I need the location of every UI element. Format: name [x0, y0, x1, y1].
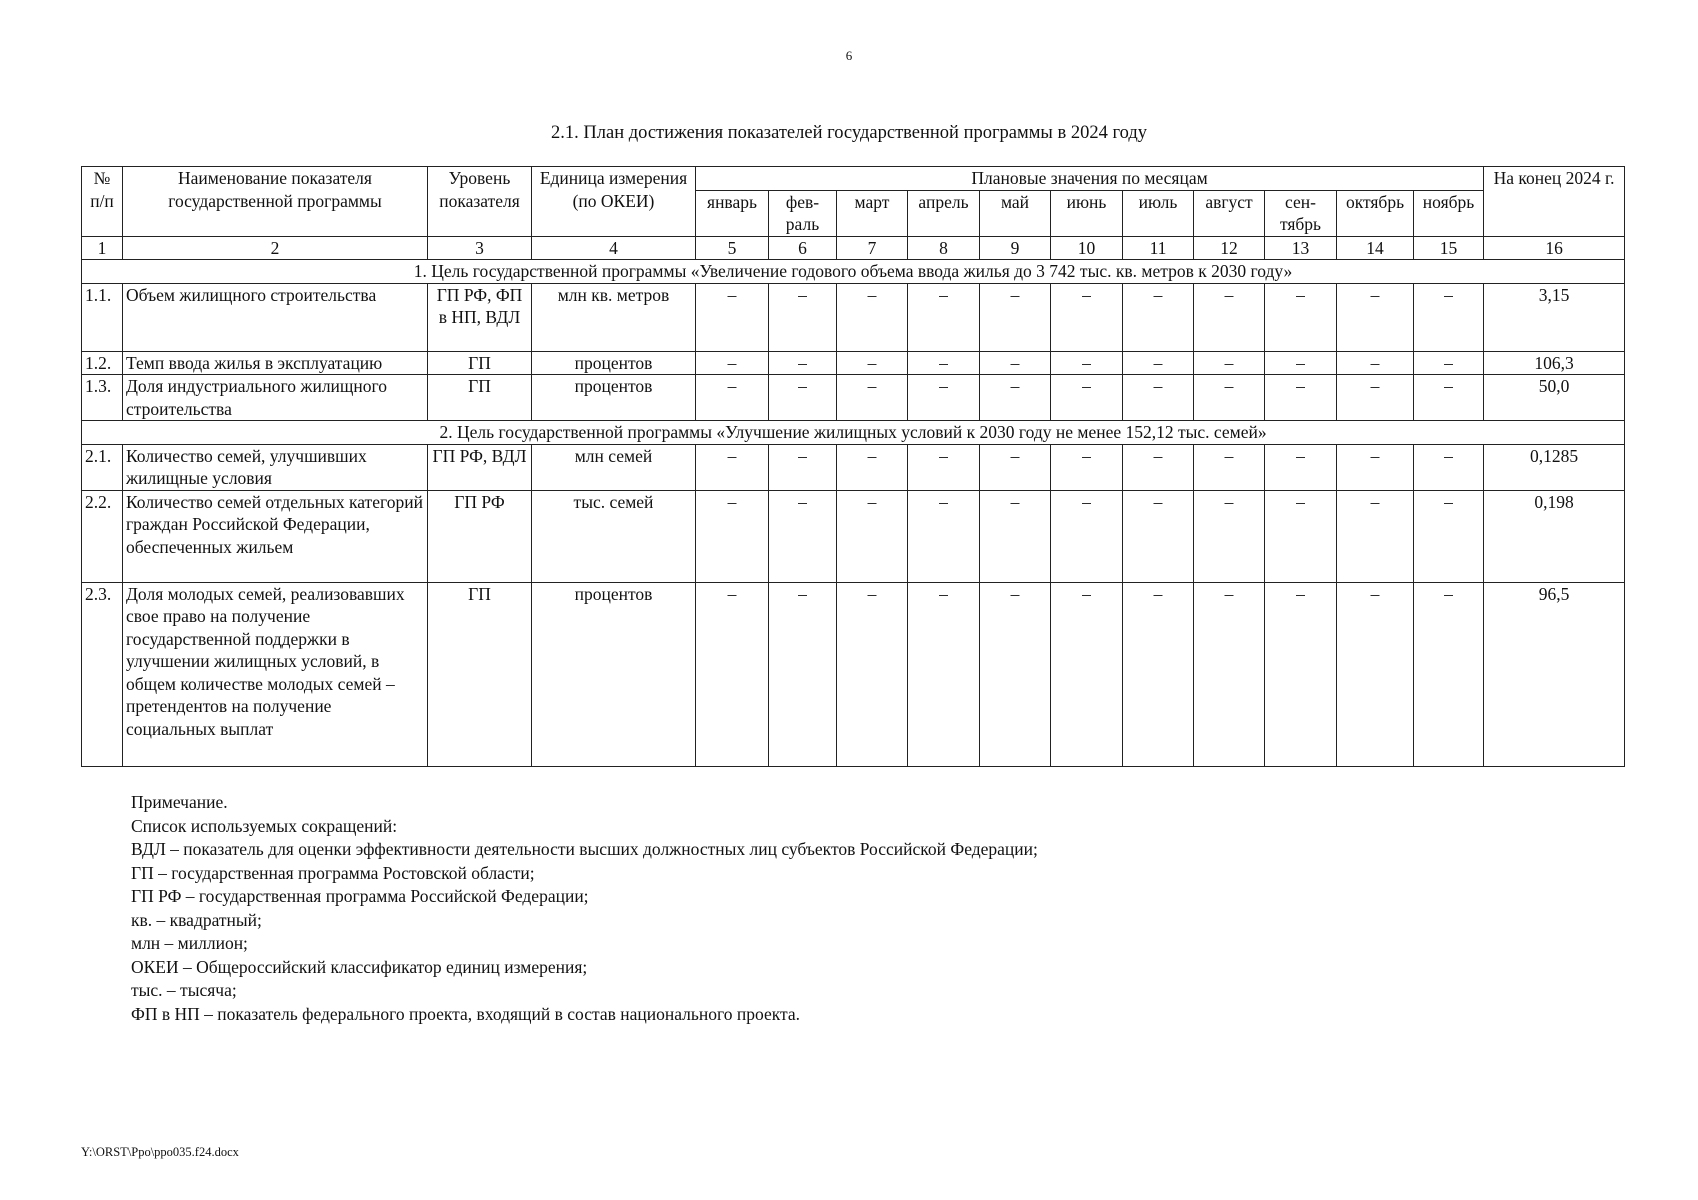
column-number: 3: [428, 236, 532, 260]
month-value: –: [908, 283, 980, 351]
month-header: апрель: [908, 190, 980, 236]
month-value: –: [980, 582, 1051, 766]
indicator-unit: процентов: [532, 351, 696, 375]
goal-1-heading: 1. Цель государственной программы «Увеличение годового объема ввода жилья до 3 742 тыс. кв. метров к 2030 году»: [82, 260, 1625, 284]
month-value: –: [1337, 283, 1414, 351]
month-value: –: [1414, 490, 1484, 582]
note-line: Список используемых сокращений:: [131, 815, 398, 836]
month-value: –: [1265, 582, 1337, 766]
month-header: сен-тябрь: [1265, 190, 1337, 236]
month-value: –: [1051, 283, 1123, 351]
month-header: ноябрь: [1414, 190, 1484, 236]
indicator-unit: процентов: [532, 375, 696, 421]
month-value: –: [837, 490, 908, 582]
page-number: 6: [845, 48, 853, 63]
month-value: –: [1414, 582, 1484, 766]
month-value: –: [1051, 582, 1123, 766]
column-number: 10: [1051, 236, 1123, 260]
month-value: –: [769, 490, 837, 582]
month-value: –: [1123, 283, 1194, 351]
indicator-unit: процентов: [532, 582, 696, 766]
month-value: –: [980, 444, 1051, 490]
month-value: –: [980, 375, 1051, 421]
indicator-num: 2.3.: [82, 582, 123, 766]
indicator-num: 2.2.: [82, 490, 123, 582]
indicator-num: 1.2.: [82, 351, 123, 375]
month-value: –: [1123, 444, 1194, 490]
indicator-unit: млн кв. метров: [532, 283, 696, 351]
month-value: –: [1123, 375, 1194, 421]
indicator-name: Количество семей, улучшивших жилищные условия: [123, 444, 428, 490]
month-value: –: [769, 582, 837, 766]
column-number: 4: [532, 236, 696, 260]
month-value: –: [769, 375, 837, 421]
indicator-unit: тыс. семей: [532, 490, 696, 582]
header-monthly: Плановые значения по месяцам: [696, 167, 1484, 191]
indicator-level: ГП РФ: [428, 490, 532, 582]
column-number: 14: [1337, 236, 1414, 260]
goal-row: [82, 260, 1625, 284]
end-2024-value: 106,3: [1484, 351, 1625, 375]
indicator-level: ГП РФ, ВДЛ: [428, 444, 532, 490]
month-value: –: [1194, 375, 1265, 421]
month-header: август: [1194, 190, 1265, 236]
month-header: май: [980, 190, 1051, 236]
month-value: –: [1051, 375, 1123, 421]
column-number: 5: [696, 236, 769, 260]
table-row: [82, 582, 1625, 766]
column-number: 13: [1265, 236, 1337, 260]
month-value: –: [1194, 351, 1265, 375]
indicators-plan-table: [81, 166, 1625, 767]
month-value: –: [1123, 351, 1194, 375]
note-line: млн – миллион;: [131, 933, 248, 953]
column-number: 7: [837, 236, 908, 260]
note-line: ГП РФ – государственная программа Российской Федерации;: [131, 886, 589, 906]
table-row: [82, 351, 1625, 375]
end-2024-value: 3,15: [1484, 283, 1625, 351]
column-number: 8: [908, 236, 980, 260]
month-value: –: [1265, 375, 1337, 421]
header-level: Уровень показателя: [428, 167, 532, 237]
month-value: –: [837, 582, 908, 766]
month-value: –: [1414, 351, 1484, 375]
document-title: 2.1. План достижения показателей государственной программы в 2024 году: [551, 123, 1147, 143]
file-path-footer: Y:\ORST\Ppo\ppo035.f24.docx: [81, 1145, 239, 1159]
month-value: –: [1265, 351, 1337, 375]
column-number: 2: [123, 236, 428, 260]
month-value: –: [980, 490, 1051, 582]
column-number: 9: [980, 236, 1051, 260]
table-row: [82, 375, 1625, 421]
month-value: –: [837, 375, 908, 421]
column-number: 1: [82, 236, 123, 260]
note-line: ВДЛ – показатель для оценки эффективности деятельности высших должностных лиц субъектов Российской Федерации;: [131, 839, 1038, 859]
month-value: –: [1051, 490, 1123, 582]
month-value: –: [1337, 375, 1414, 421]
note-line: тыс. – тысяча;: [131, 980, 237, 1000]
end-2024-value: 50,0: [1484, 375, 1625, 421]
indicator-name: Доля индустриального жилищного строительства: [123, 375, 428, 421]
table-row: [82, 490, 1625, 582]
table-row: [82, 283, 1625, 351]
column-number: 12: [1194, 236, 1265, 260]
month-header: фев-раль: [769, 190, 837, 236]
month-value: –: [837, 351, 908, 375]
note-line: ОКЕИ – Общероссийский классификатор единиц измерения;: [131, 956, 588, 977]
goal-row: [82, 421, 1625, 445]
goal-2-rows: [82, 444, 1625, 766]
column-numbers-row: [82, 236, 1625, 260]
month-value: –: [1414, 375, 1484, 421]
month-value: –: [1123, 582, 1194, 766]
month-value: –: [980, 283, 1051, 351]
indicator-num: 1.3.: [82, 375, 123, 421]
month-value: –: [1194, 283, 1265, 351]
month-value: –: [769, 444, 837, 490]
month-header: октябрь: [1337, 190, 1414, 236]
month-value: –: [908, 375, 980, 421]
month-value: –: [1414, 283, 1484, 351]
month-value: –: [1194, 582, 1265, 766]
month-value: –: [908, 444, 980, 490]
month-value: –: [1414, 444, 1484, 490]
month-value: –: [696, 582, 769, 766]
indicator-name: Темп ввода жилья в эксплуатацию: [123, 351, 428, 375]
month-value: –: [1123, 490, 1194, 582]
header-name: Наименование показателя государственной программы: [123, 167, 428, 237]
month-value: –: [696, 375, 769, 421]
month-value: –: [696, 351, 769, 375]
month-value: –: [769, 351, 837, 375]
indicator-level: ГП РФ, ФП в НП, ВДЛ: [428, 283, 532, 351]
indicator-level: ГП: [428, 375, 532, 421]
abbreviations-note: [131, 791, 1038, 1026]
note-line: ФП в НП – показатель федерального проекта, входящий в состав национального проекта.: [131, 1003, 800, 1024]
month-value: –: [1337, 490, 1414, 582]
note-line: кв. – квадратный;: [131, 909, 262, 930]
month-value: –: [837, 283, 908, 351]
indicator-level: ГП: [428, 582, 532, 766]
indicator-num: 2.1.: [82, 444, 123, 490]
month-value: –: [769, 283, 837, 351]
month-value: –: [1337, 351, 1414, 375]
header-end-2024: На конец 2024 г.: [1484, 167, 1625, 237]
month-value: –: [696, 444, 769, 490]
end-2024-value: 96,5: [1484, 582, 1625, 766]
goal-1-rows: [82, 283, 1625, 421]
month-value: –: [908, 351, 980, 375]
month-header: январь: [696, 190, 769, 236]
table-row: [82, 444, 1625, 490]
month-header: июнь: [1051, 190, 1123, 236]
indicator-name: Количество семей отдельных категорий граждан Российской Федерации, обеспеченных жильем: [123, 490, 428, 582]
column-number: 11: [1123, 236, 1194, 260]
header-unit: Единица измерения (по ОКЕИ): [532, 167, 696, 237]
note-line: ГП – государственная программа Ростовской области;: [131, 862, 535, 883]
end-2024-value: 0,198: [1484, 490, 1625, 582]
month-value: –: [1265, 490, 1337, 582]
column-number: 15: [1414, 236, 1484, 260]
month-value: –: [1337, 444, 1414, 490]
indicator-level: ГП: [428, 351, 532, 375]
month-value: –: [1194, 444, 1265, 490]
month-value: –: [1194, 490, 1265, 582]
column-number: 16: [1484, 236, 1625, 260]
header-num: № п/п: [82, 167, 123, 237]
month-value: –: [1051, 444, 1123, 490]
goal-2-heading: 2. Цель государственной программы «Улучшение жилищных условий к 2030 году не менее 152,12 тыс. семей»: [82, 421, 1625, 445]
month-value: –: [1265, 444, 1337, 490]
month-value: –: [837, 444, 908, 490]
indicator-name: Доля молодых семей, реализовавших свое право на получение государственной поддержки в улучшении жилищных условий, в общем количестве молодых семей – претендентов на получение социальных выплат: [123, 582, 428, 766]
end-2024-value: 0,1285: [1484, 444, 1625, 490]
month-value: –: [696, 283, 769, 351]
indicator-num: 1.1.: [82, 283, 123, 351]
month-value: –: [1051, 351, 1123, 375]
month-header: март: [837, 190, 908, 236]
month-header: июль: [1123, 190, 1194, 236]
month-value: –: [908, 490, 980, 582]
month-value: –: [1265, 283, 1337, 351]
column-number: 6: [769, 236, 837, 260]
note-title: Примечание.: [131, 792, 228, 812]
month-value: –: [1337, 582, 1414, 766]
indicator-name: Объем жилищного строительства: [123, 283, 428, 351]
month-value: –: [696, 490, 769, 582]
month-value: –: [908, 582, 980, 766]
indicator-unit: млн семей: [532, 444, 696, 490]
month-value: –: [980, 351, 1051, 375]
